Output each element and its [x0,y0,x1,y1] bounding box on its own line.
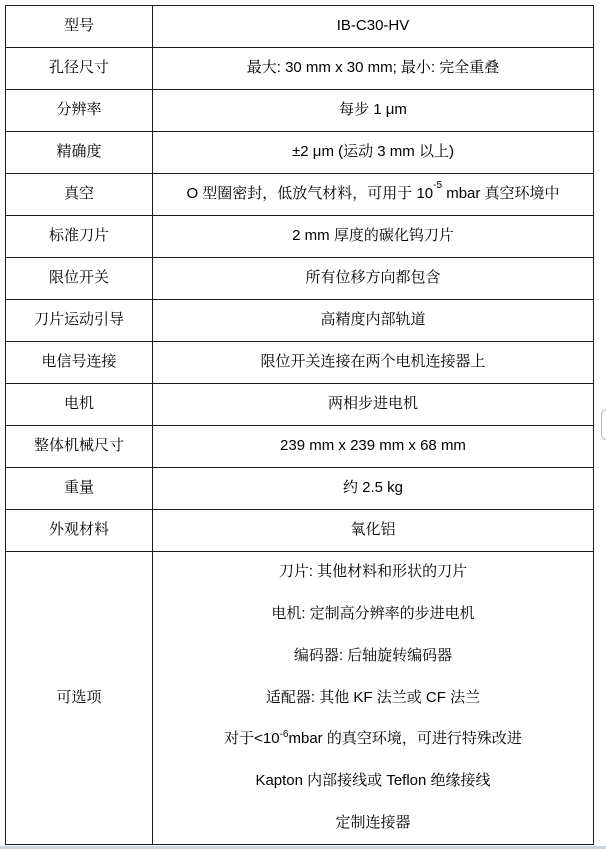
spec-label: 型号 [6,6,153,48]
option-vacuum-pre: 对于<10 [224,730,280,748]
options-value-cell [153,552,594,845]
option-line-adapters: 适配器: 其他 KF 法兰或 CF 法兰 [265,688,481,706]
option-line-motors: 电机: 定制高分辨率的步进电机 [271,605,475,623]
spec-value [153,174,594,216]
spec-label: 可选项 [6,552,153,845]
spec-value: IB-C30-HV [153,6,594,48]
spec-value: 239 mm x 239 mm x 68 mm [153,426,594,468]
spec-row-standard-blade [6,216,594,258]
spec-row-limit-switch [6,258,594,300]
spec-row-aperture-size [6,48,594,90]
spec-label: 电机 [6,384,153,426]
spec-label: 电信号连接 [6,342,153,384]
spec-label: 孔径尺寸 [6,48,153,90]
spec-value: 所有位移方向都包含 [153,258,594,300]
spec-value: 最大: 30 mm x 30 mm; 最小: 完全重叠 [153,48,594,90]
spec-label: 刀片运动引导 [6,300,153,342]
spec-row-motor [6,384,594,426]
option-line-custom-connectors: 定制连接器 [335,813,411,831]
spec-row-electrical-connection [6,342,594,384]
spec-label: 标准刀片 [6,216,153,258]
option-line-encoders: 编码器: 后轴旋转编码器 [293,646,453,664]
spec-label: 分辨率 [6,90,153,132]
option-vacuum-post: mbar 的真空环境，可进行特殊改进 [288,730,522,748]
spec-label: 限位开关 [6,258,153,300]
spec-row-weight [6,468,594,510]
vacuum-value-post: mbar 真空环境中 [442,185,560,203]
spec-label: 精确度 [6,132,153,174]
spec-row-exterior-material [6,510,594,552]
option-line-wiring: Kapton 内部接线或 Teflon 绝缘接线 [255,771,491,789]
spec-row-overall-dimensions [6,426,594,468]
spec-value: 每步 1 μm [153,90,594,132]
spec-label: 整体机械尺寸 [6,426,153,468]
spec-row-model [6,6,594,48]
spec-row-options [6,552,594,845]
spec-row-accuracy [6,132,594,174]
option-line-blades: 刀片: 其他材料和形状的刀片 [278,563,468,581]
option-line-vacuum-upgrade: 对于<10 $^{-6}$ mbar 的真空环境，可进行特殊改进 [224,729,522,748]
spec-row-vacuum [6,174,594,216]
spec-table [5,5,594,845]
vacuum-value-pre: O 型圈密封，低放气材料，可用于 10 [186,185,434,203]
bottom-divider-bar [0,846,606,849]
spec-value: ±2 μm (运动 3 mm 以上) [153,132,594,174]
vacuum-exponent: -5 [433,179,443,191]
spec-value: 氧化铝 [153,510,594,552]
spec-label: 重量 [6,468,153,510]
spec-row-blade-guide [6,300,594,342]
spec-value: 高精度内部轨道 [153,300,594,342]
spec-value: 约 2.5 kg [153,468,594,510]
spec-value: 限位开关连接在两个电机连接器上 [153,342,594,384]
spec-label: 外观材料 [6,510,153,552]
spec-row-resolution [6,90,594,132]
spec-value: 2 mm 厚度的碳化钨刀片 [153,216,594,258]
spec-value: 两相步进电机 [153,384,594,426]
scrollbar-thumb[interactable] [601,409,606,440]
spec-label: 真空 [6,174,153,216]
